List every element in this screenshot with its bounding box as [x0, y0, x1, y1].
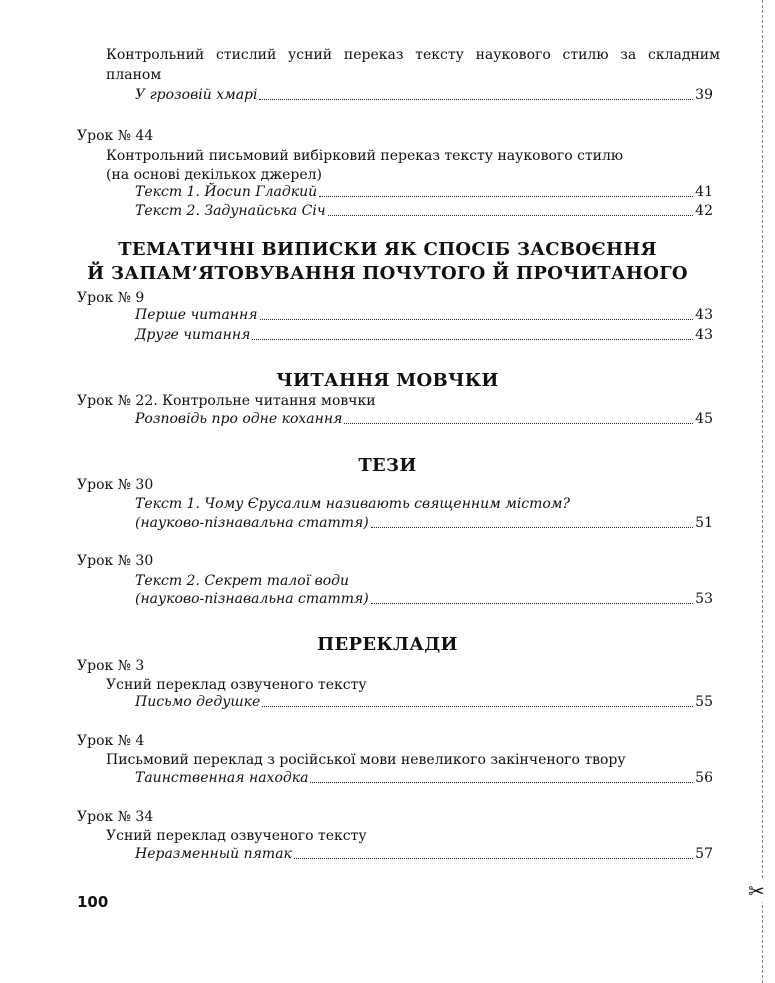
dot-leader: [294, 857, 693, 859]
toc-entry[interactable]: [135, 590, 713, 608]
toc-entry[interactable]: [135, 845, 713, 863]
toc-entry[interactable]: [135, 410, 713, 428]
toc-entry-title: Текст 2. Задунайська Січ: [135, 203, 326, 219]
toc-entry-title: Розповідь про одне кохання: [135, 411, 343, 427]
section-title: ТЕЗИ: [358, 455, 417, 476]
toc-entry-page: 57: [695, 846, 713, 862]
toc-entry[interactable]: [135, 514, 713, 532]
dot-leader: [328, 214, 694, 216]
toc-entry[interactable]: [135, 202, 713, 220]
toc-line: Письмовий переклад з російської мови невеликого закінченого твору: [106, 752, 626, 768]
toc-entry[interactable]: [135, 769, 713, 787]
section-title: ТЕМАТИЧНІ ВИПИСКИ ЯК СПОСІБ ЗАСВОЄННЯ: [118, 239, 657, 260]
toc-entry-title: (науково-пізнавальна стаття): [135, 515, 369, 531]
toc-entry-title: Текст 1. Йосип Гладкий: [135, 184, 318, 200]
toc-line: Контрольний стислий усний переказ тексту наукового стилю за складним: [106, 47, 720, 63]
toc-entry-title: Неразменный пятак: [135, 846, 292, 862]
lesson-label: Урок № 22. Контрольне читання мовчки: [77, 393, 376, 409]
toc-line: Текст 2. Секрет талої води: [135, 573, 350, 589]
lesson-label: Урок № 4: [77, 733, 145, 749]
lesson-label: Урок № 3: [77, 658, 145, 674]
scissors-icon: ✂: [748, 879, 765, 903]
toc-entry-page: 41: [695, 184, 713, 200]
dot-leader: [262, 705, 693, 707]
toc-entry-page: 56: [695, 770, 713, 786]
toc-entry-page: 43: [695, 307, 713, 323]
toc-line: Усний переклад озвученого тексту: [106, 828, 367, 844]
lesson-label: Урок № 9: [77, 290, 145, 306]
section-title: ПЕРЕКЛАДИ: [317, 634, 458, 655]
lesson-label: Урок № 34: [77, 809, 154, 825]
toc-entry-title: У грозовій хмарі: [135, 87, 258, 103]
dot-leader: [252, 338, 693, 340]
dot-leader: [319, 195, 693, 197]
section-title: ЧИТАННЯ МОВЧКИ: [276, 370, 499, 391]
toc-entry[interactable]: [135, 183, 713, 201]
toc-entry-page: 51: [695, 515, 713, 531]
toc-line: Усний переклад озвученого тексту: [106, 677, 367, 693]
toc-entry[interactable]: [135, 306, 713, 324]
toc-line: (на основі декількох джерел): [106, 167, 322, 183]
toc-entry-page: 39: [695, 87, 713, 103]
toc-entry-page: 43: [695, 327, 713, 343]
lesson-label: Урок № 30: [77, 477, 154, 493]
section-title: Й ЗАПАМ’ЯТОВУВАННЯ ПОЧУТОГО Й ПРОЧИТАНОГО: [87, 263, 688, 284]
toc-entry[interactable]: [135, 86, 713, 104]
toc-entry-page: 45: [695, 411, 713, 427]
toc-entry-page: 53: [695, 591, 713, 607]
toc-entry-title: Перше читання: [135, 307, 258, 323]
toc-entry-title: Друге читання: [135, 327, 251, 343]
toc-entry-page: 42: [695, 203, 713, 219]
toc-entry[interactable]: [135, 326, 713, 344]
toc-line: планом: [106, 67, 162, 83]
dot-leader: [371, 602, 693, 604]
lesson-label: Урок № 30: [77, 553, 154, 569]
toc-entry-title: Письмо дедушке: [135, 694, 261, 710]
dot-leader: [344, 422, 693, 424]
dot-leader: [310, 781, 693, 783]
toc-entry-page: 55: [695, 694, 713, 710]
dot-leader: [260, 318, 694, 320]
toc-line: Контрольний письмовий вибірковий переказ тексту наукового стилю: [106, 148, 624, 164]
cut-line: [762, 0, 763, 983]
toc-entry[interactable]: [135, 693, 713, 711]
lesson-label: Урок № 44: [77, 128, 154, 144]
toc-entry-title: (науково-пізнавальна стаття): [135, 591, 369, 607]
toc-entry-title: Таинственная находка: [135, 770, 309, 786]
page-number: 100: [77, 893, 109, 911]
toc-line: Текст 1. Чому Єрусалим називають священним містом?: [135, 496, 570, 512]
dot-leader: [259, 98, 693, 100]
dot-leader: [371, 526, 693, 528]
